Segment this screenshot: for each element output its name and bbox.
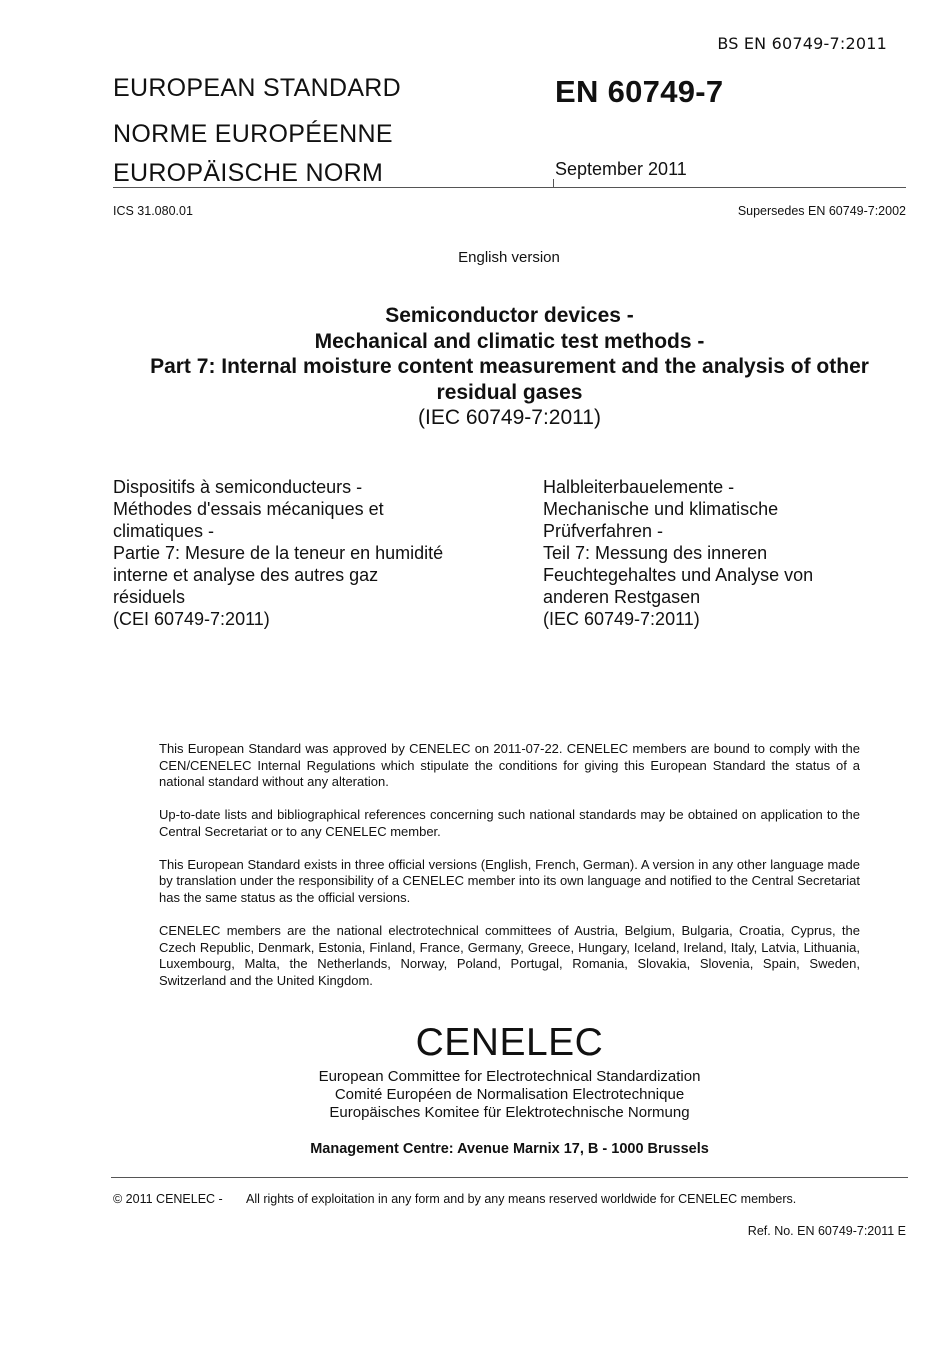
french-title-block [113,476,443,630]
rights-statement: All rights of exploitation in any form and by any means reserved worldwide for CENELEC members. [246,1192,797,1206]
document-title [113,303,906,405]
german-title-line: Feuchtegehaltes und Analyse von [543,565,814,585]
ics-code: ICS 31.080.01 [113,204,193,218]
bs-reference: BS EN 60749-7:2011 [717,34,887,53]
title-line: Part 7: Internal moisture content measurement and the analysis of other [150,355,869,378]
french-title-line: climatiques - [113,521,215,541]
german-title-block [543,476,813,630]
management-centre-address: Management Centre: Avenue Marnix 17, B - 1000 Brussels [310,1141,709,1157]
title-line: residual gases [436,380,583,404]
french-title-line: Méthodes d'essais mécaniques et [113,499,384,519]
members-paragraph: CENELEC members are the national electrotechnical committees of Austria, Belgium, Bulgaria, Croatia, Cyprus, the Czech Republic, Denmark, Estonia, Finland, France, Germany, Greece, Hungary, Iceland, Ireland, Italy, Latvia, Lithuania, Luxembourg, Malta, the Netherlands, Norway, Poland, Portugal, Romania, Slovakia, Slovenia, Spain, Sweden, Switzerland and the United Kingdom. [159,922,860,988]
french-title-line: Partie 7: Mesure de la teneur en humidité [113,543,444,563]
header-divider [113,187,906,188]
supersedes-note: Supersedes EN 60749-7:2002 [737,204,906,218]
german-title-line: Halbleiterbauelemente - [543,477,735,497]
standard-title-english: EUROPEAN STANDARD [113,74,402,102]
french-title-line: Dispositifs à semiconducteurs - [113,477,363,497]
approval-notes [159,741,860,1006]
german-title-line: anderen Restgasen [543,587,701,607]
organization-name-german: Europäisches Komitee für Elektrotechnische Normung [329,1104,690,1121]
french-title-line: interne et analyse des autres gaz [113,565,379,585]
copyright-notice: © 2011 CENELEC - [113,1192,223,1206]
approval-paragraph: This European Standard was approved by CENELEC on 2011-07-22. CENELEC members are bound to comply with the CEN/CENELEC Internal Regulations which stipulate the conditions for giving this European Standard the status of a national standard without any alteration. [159,741,860,790]
german-title-line: Prüfverfahren - [543,521,664,541]
german-title-line: Teil 7: Messung des inneren [543,543,768,563]
organization-name-french: Comité Européen de Normalisation Electrotechnique [334,1086,685,1103]
cenelec-logo: CENELEC [415,1021,604,1064]
german-title-line: Mechanische und klimatische [543,499,779,519]
reference-number: Ref. No. EN 60749-7:2011 E [747,1224,906,1238]
french-title-line: résiduels [113,587,186,607]
standard-number: EN 60749-7 [555,74,724,109]
organization-names [113,1068,906,1122]
header-divider-tick [553,179,554,188]
standard-title-german: EUROPÄISCHE NORM [113,159,384,187]
title-line: Semiconductor devices - [385,304,634,327]
footer-divider [111,1177,908,1178]
french-title-line: (CEI 60749-7:2011) [113,609,270,629]
title-line: Mechanical and climatic test methods - [314,329,705,353]
publication-date: September 2011 [555,159,687,179]
versions-paragraph: This European Standard exists in three official versions (English, French, German). A version in any other language made by translation under the responsibility of a CENELEC member into its own language and notified to the Central Secretariat has the same status as the official versions. [159,856,860,905]
organization-name-english: European Committee for Electrotechnical Standardization [318,1068,701,1085]
title-reference: (IEC 60749-7:2011) [418,406,601,429]
availability-paragraph: Up-to-date lists and bibliographical references concerning such national standards may be obtained on application to the Central Secretariat or to any CENELEC member. [159,807,860,839]
german-title-line: (IEC 60749-7:2011) [543,609,700,629]
language-version: English version [458,249,560,266]
standard-title-french: NORME EUROPÉENNE [113,120,393,148]
